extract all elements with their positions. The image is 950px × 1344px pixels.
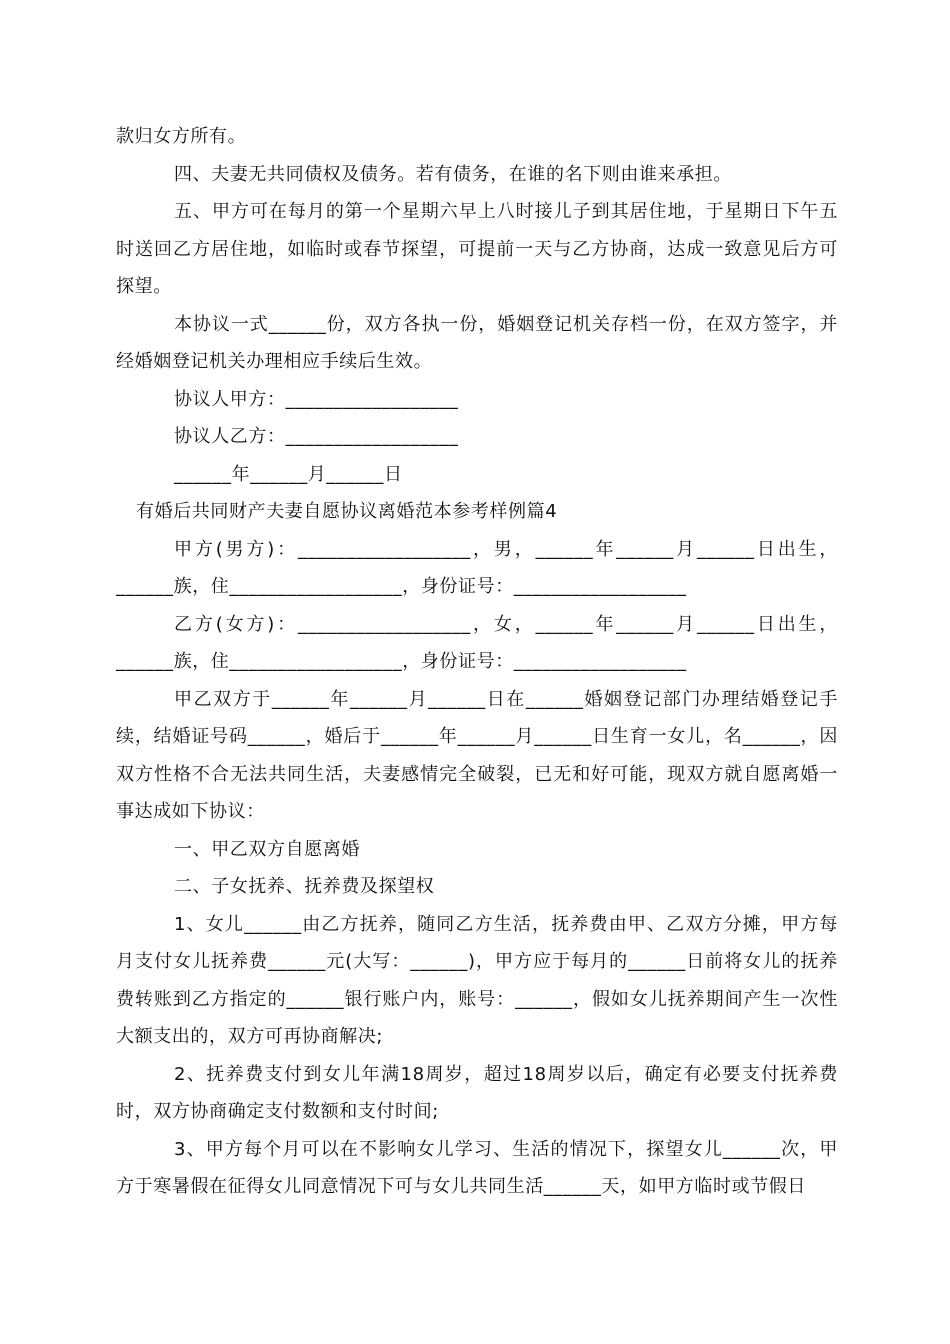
paragraph: 甲方(男方)：__________________，男，______年______月______日出生，______族，住__________________，身份证号：__________________ [116, 538, 838, 597]
paragraph: 本协议一式______份，双方各执一份，婚姻登记机关存档一份，在双方签字，并经婚姻登记机关办理相应手续后生效。 [116, 313, 838, 372]
paragraph: 一、甲乙双方自愿离婚 [174, 838, 360, 860]
paragraph: 四、夫妻无共同债权及债务。若有债务，在谁的名下则由谁来承担。 [174, 163, 732, 185]
paragraph: 二、子女抚养、抚养费及探望权 [174, 876, 435, 897]
paragraph: 款归女方所有。 [116, 126, 247, 147]
section-title: 有婚后共同财产夫妻自愿协议离婚范本参考样例篇4 [136, 501, 558, 522]
date-line: ______年______月______日 [174, 463, 403, 485]
document-body [116, 118, 838, 1206]
paragraph: 乙方(女方)：__________________，女，______年______月______日出生，______族，住__________________，身份证号：__________________ [116, 613, 838, 672]
paragraph: 五、甲方可在每月的第一个星期六早上八时接儿子到其居住地，于星期日下午五时送回乙方居住地，如临时或春节探望，可提前一天与乙方协商，达成一致意见后方可探望。 [116, 201, 838, 297]
paragraph: 1、女儿______由乙方抚养，随同乙方生活，抚养费由甲、乙双方分摊，甲方每月支付女儿抚养费______元(大写：______)，甲方应于每月的______日前将女儿的抚养费转账到乙方指定的______银行账户内，账号：______，假如女儿抚养期间产生一次性大额支出的，双方可再协商解决; [116, 913, 838, 1047]
signature-line-party-a: 协议人甲方：__________________ [174, 388, 459, 410]
paragraph: 3、甲方每个月可以在不影响女儿学习、生活的情况下，探望女儿______次，甲方于寒暑假在征得女儿同意情况下可与女儿共同生活______天，如甲方临时或节假日 [116, 1138, 838, 1197]
paragraph: 甲乙双方于______年______月______日在______婚姻登记部门办理结婚登记手续，结婚证号码______，婚后于______年______月______日生育一女儿，名______，因双方性格不合无法共同生活，夫妻感情完全破裂，已无和好可能，现双方就自愿离婚一事达成如下协议： [116, 688, 838, 822]
signature-line-party-b: 协议人乙方：__________________ [174, 426, 459, 447]
paragraph: 2、抚养费支付到女儿年满18周岁，超过18周岁以后，确定有必要支付抚养费时，双方协商确定支付数额和支付时间; [116, 1063, 838, 1122]
